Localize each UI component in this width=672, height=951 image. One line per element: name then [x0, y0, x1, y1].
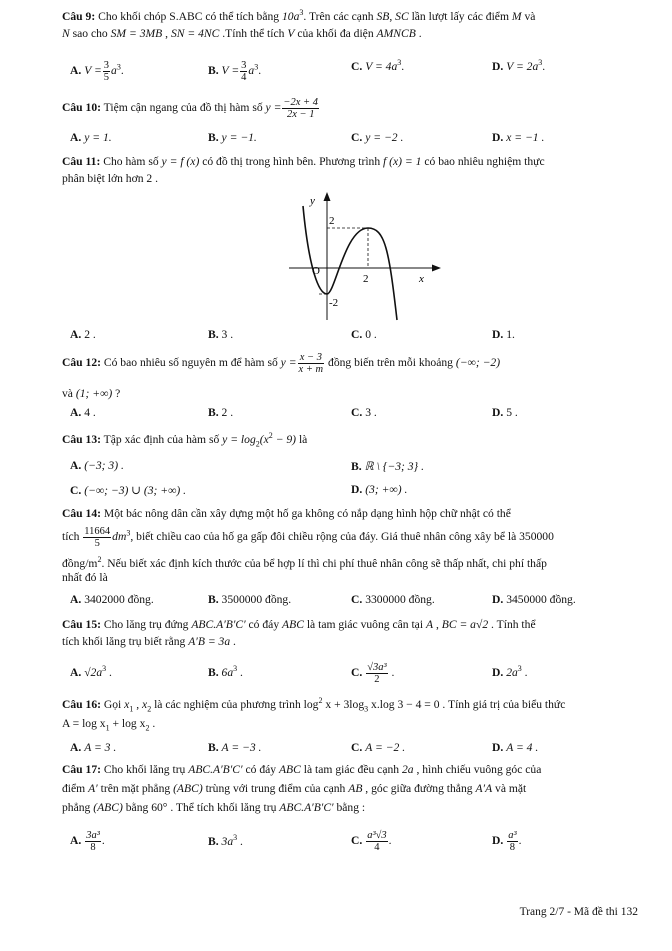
q10-options: [70, 131, 650, 149]
option-text: A = 4 .: [506, 741, 539, 754]
q14-line2b: , biết chiều cao của hố ga gấp đôi chiều rộng của đáy. Giá thuê nhân công xây bể là 350000: [130, 530, 554, 544]
q17-label: Câu 17:: [62, 763, 101, 776]
q16-eq-exp: 2: [318, 696, 323, 706]
fraction: [85, 830, 101, 853]
option-letter: B.: [208, 741, 219, 754]
q13-func: y = log: [222, 433, 256, 446]
option-letter: C.: [351, 593, 363, 606]
q16-option-a[interactable]: [70, 741, 116, 754]
q14-unit: dm: [112, 530, 127, 544]
option-letter: C.: [351, 60, 363, 73]
q9-text: Cho khối chóp S.ABC có thể tích bằng: [95, 10, 282, 23]
q16-eq-a: log: [303, 698, 319, 711]
option-letter: C.: [351, 834, 363, 848]
q9-m: M: [511, 10, 522, 23]
option-text: (3; +∞) .: [365, 483, 408, 496]
q9-cond-sep: ,: [162, 27, 171, 40]
option-text: 3a: [221, 835, 234, 848]
option-letter: B.: [208, 835, 219, 848]
option-text: 4 .: [84, 406, 96, 419]
y-tick-neg2: -2: [329, 297, 339, 309]
q11-text1: Cho hàm số: [100, 155, 162, 168]
q10-y: y =: [265, 101, 282, 115]
option-text: y = −2 .: [365, 131, 404, 144]
option-end: .: [388, 666, 395, 680]
fraction: [240, 60, 247, 83]
exponent: 3: [102, 664, 107, 674]
q16-x2: x: [142, 698, 148, 711]
q17-line3b: bằng: [122, 801, 152, 814]
option-letter: B.: [208, 593, 219, 606]
q11-option-d[interactable]: [492, 328, 515, 341]
option-text: a: [248, 64, 255, 78]
q13-text: Tập xác định của hàm số: [100, 433, 223, 446]
exponent: 3: [397, 58, 402, 68]
option-letter: B.: [208, 328, 219, 341]
q11-text3: có bao nhiêu nghiệm thực: [421, 155, 545, 168]
q12-fraction: [298, 352, 325, 375]
q15-options: [70, 662, 650, 688]
q17-option-c[interactable]: [351, 830, 392, 853]
q9-option-b[interactable]: [208, 60, 261, 83]
q12-option-a[interactable]: [70, 406, 96, 419]
option-letter: D.: [492, 328, 504, 341]
fraction: [366, 830, 387, 853]
q10-label: Câu 10:: [62, 101, 101, 115]
question-16: [62, 695, 652, 733]
option-text: ℝ \ {−3; 3} .: [364, 460, 424, 473]
q13-option-c[interactable]: [70, 483, 186, 497]
option-end: .: [120, 64, 124, 78]
q9-volume: 10a: [281, 10, 300, 23]
q17-line2a: điểm: [62, 782, 89, 795]
q17-line2c: trùng với trung điểm của cạnh: [202, 782, 349, 795]
q13-label: Câu 13:: [62, 433, 101, 446]
option-letter: B.: [208, 64, 219, 78]
q14-label: Câu 14:: [62, 507, 101, 520]
option-text: V =: [221, 64, 240, 78]
q14-option-b[interactable]: [208, 593, 291, 606]
numerator: 3a³: [86, 830, 100, 841]
denominator: 5: [103, 72, 110, 83]
option-letter: A.: [70, 406, 82, 419]
q10-option-a[interactable]: [70, 131, 112, 144]
q12-line2b: ?: [112, 387, 121, 400]
q13-option-b[interactable]: [351, 459, 424, 473]
option-text: (−∞; −3) ∪ (3; +∞) .: [84, 484, 187, 497]
option-letter: A.: [70, 834, 82, 848]
q15-bc: BC = a√2: [441, 618, 489, 631]
q16-option-c[interactable]: [351, 741, 405, 754]
q14-fraction: [83, 526, 111, 549]
q16-sep: ,: [133, 698, 143, 711]
numerator: 3: [103, 60, 110, 71]
q14-line3a: đồng/m: [62, 557, 98, 570]
option-text: A = −3 .: [221, 741, 262, 754]
option-letter: A.: [70, 328, 82, 341]
q17-prism: ABC.A′B′C′: [188, 763, 243, 776]
q9-text2: . Trên các cạnh: [303, 10, 377, 23]
option-end: .: [106, 666, 112, 679]
option-letter: A.: [70, 741, 82, 754]
numerator: x − 3: [298, 352, 325, 364]
q15-text5: . Tính thể: [488, 618, 536, 631]
q16-x2-sub: 2: [147, 704, 152, 714]
q17-side: 2a: [401, 763, 414, 776]
q16-line2-sub1: 1: [105, 723, 110, 733]
q15-a: A: [425, 618, 434, 631]
option-letter: D.: [492, 593, 504, 606]
q11-line2: phân biệt lớn hơn 2 .: [62, 172, 158, 185]
q9-v: V: [287, 27, 295, 40]
option-end: .: [101, 834, 105, 848]
q9-option-d[interactable]: [492, 60, 545, 73]
q15-label: Câu 15:: [62, 618, 101, 631]
option-end: .: [237, 835, 243, 848]
option-end: .: [542, 60, 546, 73]
option-letter: A.: [70, 666, 82, 679]
q16-x1-sub: 1: [129, 704, 134, 714]
q13-option-d[interactable]: [351, 483, 407, 496]
q17-prism2: ABC.A′B′C′: [279, 801, 334, 814]
q17-angle: 60°: [151, 801, 168, 814]
option-text: V = 4a: [365, 60, 398, 73]
option-letter: C.: [351, 406, 363, 419]
q17-line3a: phẳng: [62, 801, 94, 814]
denominator: x + m: [298, 364, 324, 375]
question-9: [62, 8, 652, 42]
denominator: 2x − 1: [286, 109, 315, 120]
q15-abc: ABC: [282, 618, 304, 631]
q16-line2b: + log x: [109, 717, 146, 730]
q11-option-b[interactable]: [208, 328, 233, 341]
option-text: 3500000 đồng.: [221, 593, 292, 606]
q14-option-a[interactable]: [70, 593, 154, 606]
q17-plane: (ABC): [173, 782, 203, 795]
q13-arg: (x: [259, 433, 269, 446]
q17-line3c: . Thể tích khối lăng trụ: [167, 801, 280, 814]
option-letter: C.: [351, 666, 363, 680]
q12-text2: đồng biến trên mỗi khoảng: [325, 356, 456, 370]
q16-eq-sub: 3: [364, 704, 369, 714]
x-tick-2: 2: [363, 273, 369, 285]
q9-sc: SC: [395, 10, 409, 23]
numerator: √3a³: [367, 662, 387, 673]
question-13: [62, 431, 652, 448]
q14-option-c[interactable]: [351, 593, 435, 606]
q17-option-d[interactable]: [492, 830, 522, 853]
q11-f2: f (x) = 1: [383, 155, 422, 168]
option-text: 3 .: [365, 406, 377, 419]
q11-options: [70, 328, 650, 346]
q16-eq-c: x.log 3 − 4 = 0: [368, 698, 440, 711]
option-text: 2 .: [84, 328, 96, 341]
option-end: .: [237, 666, 243, 679]
q10-text: Tiệm cận ngang của đồ thị hàm số: [100, 101, 266, 115]
option-letter: A.: [70, 64, 82, 78]
q9-line2d: .: [415, 27, 422, 40]
q12-label: Câu 12:: [62, 356, 101, 370]
option-text: 3450000 đồng.: [506, 593, 576, 606]
q9-option-a[interactable]: [70, 60, 124, 83]
q15-text3: là tam giác vuông cân tại: [303, 618, 426, 631]
option-letter: A.: [70, 131, 82, 144]
q17-options: [70, 830, 650, 858]
q15-option-d[interactable]: [492, 666, 528, 679]
q17-line3d: bằng :: [333, 801, 366, 814]
option-letter: C.: [351, 741, 363, 754]
option-text: 2a: [506, 666, 518, 679]
option-letter: D.: [492, 406, 504, 419]
q16-text1: Gọi: [100, 698, 125, 711]
q15-text4: ,: [433, 618, 442, 631]
q16-x1: x: [124, 698, 130, 711]
q9-text4: và: [521, 10, 536, 23]
q9-label: Câu 9:: [62, 10, 96, 23]
fraction: [366, 662, 387, 685]
option-text: A = 3 .: [84, 741, 117, 754]
q17-apa: A′A: [475, 782, 493, 795]
q16-option-b[interactable]: [208, 741, 261, 754]
numerator: 11664: [84, 526, 111, 537]
q14-options: [70, 593, 650, 611]
q17-line2d: , góc giữa đường thẳng: [362, 782, 476, 795]
exponent: 3: [254, 62, 259, 72]
option-letter: B.: [208, 131, 219, 144]
option-end: .: [388, 834, 392, 848]
option-text: y = −1.: [221, 131, 257, 144]
q13-arg2: − 9): [272, 433, 297, 446]
q15-line2a: tích khối lăng trụ biết rằng: [62, 635, 189, 648]
q17-ab: AB: [348, 782, 363, 795]
question-15: [62, 616, 652, 650]
q15-option-b[interactable]: [208, 666, 243, 679]
exponent: 3: [116, 62, 121, 72]
q9-n: N: [62, 27, 70, 40]
q15-line2b: .: [230, 635, 236, 648]
q17-line1d: , hình chiếu vuông góc của: [413, 763, 542, 776]
q13-options-row2: [70, 483, 650, 501]
q9-line2c: của khối đa diện: [294, 27, 377, 40]
q16-line2c: .: [149, 717, 156, 730]
q12-option-c[interactable]: [351, 406, 377, 419]
option-text: V = 2a: [506, 60, 539, 73]
q9-amncb: AMNCB: [376, 27, 416, 40]
option-end: .: [258, 64, 262, 78]
option-letter: D.: [492, 666, 504, 679]
option-letter: C.: [70, 484, 82, 497]
q16-option-d[interactable]: [492, 741, 538, 754]
q16-line2-sub2: 2: [145, 723, 150, 733]
q11-option-a[interactable]: [70, 328, 96, 341]
q15-option-c[interactable]: [351, 662, 394, 685]
q13-arg-exp: 2: [268, 431, 273, 441]
option-text: (−3; 3) .: [84, 459, 124, 472]
q11-option-c[interactable]: [351, 328, 377, 341]
q14-line4: nhất đó là: [62, 571, 108, 584]
q17-line1b: có đáy: [242, 763, 279, 776]
question-14: [62, 505, 652, 522]
q16-eq-b: x + 3log: [322, 698, 365, 711]
option-text: 6a: [221, 666, 234, 679]
denominator: 4: [241, 72, 247, 83]
q9-volume-exp: 3: [299, 8, 304, 18]
option-text: 0 .: [365, 328, 377, 341]
option-text: y = 1.: [84, 131, 112, 144]
q10-option-c[interactable]: [351, 131, 403, 144]
q11-label: Câu 11:: [62, 155, 101, 168]
q9-comma: ,: [389, 10, 396, 23]
q9-cond2: SN = 4NC: [170, 27, 220, 40]
q15-cond: A′B = 3a: [188, 635, 231, 648]
q9-option-c[interactable]: [351, 60, 404, 73]
q10-option-b[interactable]: [208, 131, 257, 144]
option-end: .: [401, 60, 405, 73]
exponent: 3: [233, 833, 238, 843]
option-letter: D.: [351, 483, 363, 496]
q15-text1: Cho lăng trụ đứng: [100, 618, 192, 631]
q16-text2: là các nghiệm của phương trình: [151, 698, 304, 711]
denominator: 5: [94, 538, 100, 549]
q12-interval2: (1; +∞): [75, 387, 113, 400]
fraction: [507, 830, 517, 853]
option-text: 3300000 đồng.: [365, 593, 435, 606]
option-text: V =: [84, 64, 102, 78]
question-14-line2: [62, 526, 652, 549]
option-letter: B.: [208, 406, 219, 419]
q12-interval1: (−∞; −2): [455, 356, 501, 370]
question-10: [62, 97, 652, 120]
q16-label: Câu 16:: [62, 698, 101, 711]
option-text: 3402000 đồng.: [84, 593, 154, 606]
q13-options-row1: [70, 459, 650, 477]
x-axis-label: x: [419, 273, 424, 285]
option-text: a: [111, 64, 117, 78]
q9-line2a: sao cho: [69, 27, 111, 40]
q12-option-b[interactable]: [208, 406, 233, 419]
q17-line1c: là tam giác đều cạnh: [300, 763, 402, 776]
q17-option-a[interactable]: [70, 830, 105, 853]
option-letter: A.: [70, 459, 82, 472]
q11-function-graph: [285, 190, 445, 325]
question-12-line2: [62, 385, 652, 402]
option-end: .: [518, 834, 522, 848]
q17-line1a: Cho khối lăng trụ: [100, 763, 189, 776]
option-letter: A.: [70, 593, 82, 606]
exponent: 3: [233, 664, 238, 674]
page-footer: Trang 2/7 - Mã đề thi 132: [519, 906, 638, 918]
denominator: 8: [509, 842, 516, 853]
question-14-line3: [62, 557, 652, 585]
q9-line2b: .Tính thể tích: [219, 27, 288, 40]
q17-ap: A′: [88, 782, 98, 795]
option-letter: B.: [351, 460, 362, 473]
option-letter: D.: [492, 834, 504, 848]
option-text: A = −2 .: [365, 741, 406, 754]
option-letter: D.: [492, 60, 504, 73]
q9-options: [70, 58, 650, 83]
q17-option-b[interactable]: [208, 835, 243, 848]
q15-text2: có đáy: [245, 618, 283, 631]
q11-text2: có đồ thị trong hình bên. Phương trình: [199, 155, 384, 168]
q12-y: y =: [280, 356, 297, 370]
q11-f1: y = f (x): [161, 155, 200, 168]
numerator: a³: [508, 830, 517, 841]
denominator: 4: [374, 842, 380, 853]
q17-abc: ABC: [278, 763, 301, 776]
q14-option-d[interactable]: [492, 593, 576, 606]
q14-unit-exp: 3: [126, 528, 131, 538]
question-11: [62, 153, 652, 187]
q14-line3-exp: 2: [97, 555, 102, 565]
option-text: 3 .: [221, 328, 234, 341]
q14-line3b: . Nếu biết xác định kích thước của bể hợp lí thì chi phí thuê nhân công sẽ thấp nhất, chi phí thấp: [101, 557, 547, 570]
denominator: 8: [90, 842, 96, 853]
option-text: 5 .: [506, 406, 518, 419]
q9-text3: lần lượt lấy các điểm: [408, 10, 512, 23]
x-arrow: [432, 265, 441, 272]
q16-line2a: A = log x: [62, 717, 106, 730]
option-letter: D.: [492, 131, 504, 144]
q9-sb: SB: [376, 10, 390, 23]
q12-options: [70, 406, 650, 424]
y-tick-2: 2: [329, 215, 335, 227]
option-letter: D.: [492, 741, 504, 754]
question-17: [62, 760, 652, 817]
q9-cond1: SM = 3MB: [110, 27, 163, 40]
numerator: 3: [241, 60, 247, 71]
q12-option-d[interactable]: [492, 406, 518, 419]
q17-line2e: và mặt: [492, 782, 527, 795]
q17-line2b: trên mặt phẳng: [97, 782, 174, 795]
y-axis-label: y: [310, 195, 315, 207]
q16-options: [70, 741, 650, 759]
q17-plane2: (ABC): [93, 801, 123, 814]
q13-end: là: [296, 433, 308, 446]
option-letter: C.: [351, 131, 363, 144]
option-end: .: [521, 666, 528, 679]
option-letter: C.: [351, 328, 363, 341]
q12-line2a: và: [62, 387, 76, 400]
question-12: [62, 352, 652, 375]
q13-base: 2: [255, 439, 260, 449]
y-arrow: [324, 192, 331, 201]
q15-option-a[interactable]: [70, 666, 112, 679]
numerator: −2x + 4: [283, 97, 319, 108]
q10-fraction: [282, 97, 319, 120]
q13-option-a[interactable]: [70, 459, 124, 472]
function-curve: [303, 206, 397, 320]
option-letter: B.: [208, 666, 219, 679]
exponent: 3: [517, 664, 522, 674]
q12-text1: Có bao nhiêu số nguyên m để hàm số: [100, 356, 281, 370]
numerator: a³√3: [367, 830, 387, 841]
q16-text3: . Tính giá trị của biểu thức: [439, 698, 566, 711]
origin-label: O: [312, 265, 320, 277]
exponent: 3: [538, 58, 543, 68]
fraction: [103, 60, 110, 83]
q14-line1: Một bác nông dân cần xây dựng một hố ga không có nắp dạng hình hộp chữ nhật có thể: [100, 507, 511, 520]
option-text: √2a: [84, 666, 103, 679]
denominator: 2: [374, 674, 380, 685]
q14-line2a: tích: [62, 530, 83, 544]
q10-option-d[interactable]: [492, 131, 544, 144]
q15-prism: ABC.A′B′C′: [191, 618, 246, 631]
option-text: 2 .: [221, 406, 234, 419]
option-text: x = −1 .: [506, 131, 545, 144]
option-text: 1.: [506, 328, 515, 341]
